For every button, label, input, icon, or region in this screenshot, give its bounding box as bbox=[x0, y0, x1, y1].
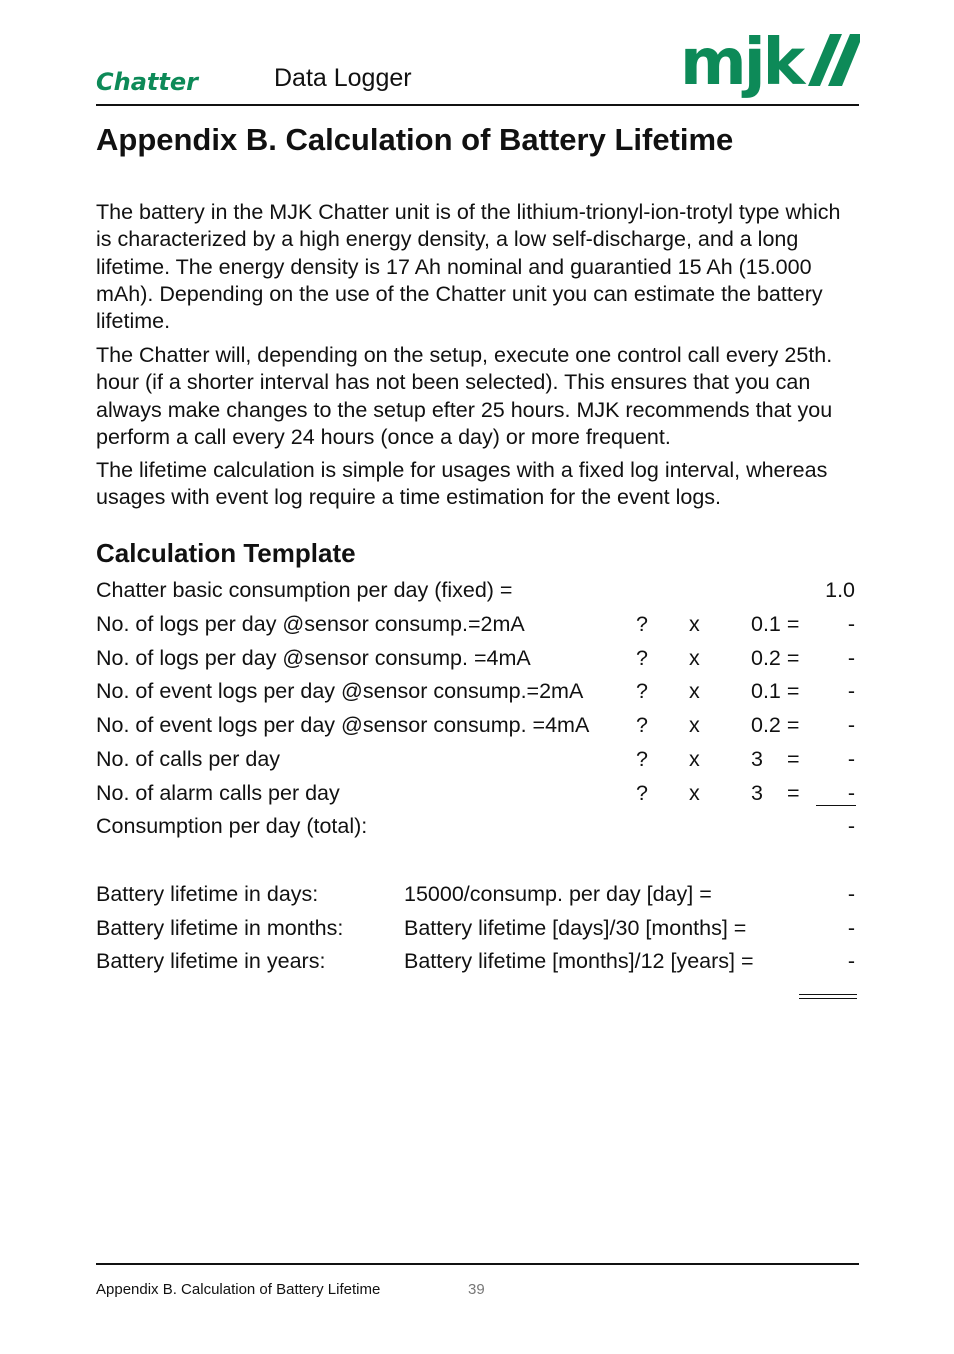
lifetime-formula: Battery lifetime [months]/12 [years] = bbox=[404, 949, 754, 973]
row-factor: 0.2 = bbox=[751, 713, 800, 737]
row-result: - bbox=[847, 612, 855, 636]
row-factor: 3 bbox=[751, 747, 763, 771]
row-quantity: ? bbox=[636, 612, 648, 636]
row-label: No. of logs per day @sensor consump. =4mA bbox=[96, 646, 531, 670]
template-row bbox=[96, 747, 859, 777]
lifetime-label: Battery lifetime in months: bbox=[96, 916, 344, 940]
row-quantity: ? bbox=[636, 646, 648, 670]
row-factor: 3 bbox=[751, 781, 763, 805]
row-result: - bbox=[847, 747, 855, 771]
header-rule bbox=[96, 104, 859, 106]
paragraph-battery-type: The battery in the MJK Chatter unit is of the lithium-trionyl-ion-trotyl type which is characterized by a high energy density, a low self-discharge, and a long lifetime. The energy density is 17 Ah nominal and guarantied 15 Ah (15.000 mAh). Depending on the use of the Chatter unit you can estimate the battery lifetime. bbox=[96, 200, 841, 334]
row-result: - bbox=[847, 713, 855, 737]
lifetime-label: Battery lifetime in years: bbox=[96, 949, 326, 973]
row-quantity: ? bbox=[636, 679, 648, 703]
row-equals: = bbox=[787, 747, 800, 771]
double-underline-bottom bbox=[799, 998, 857, 999]
lifetime-label: Battery lifetime in days: bbox=[96, 882, 319, 906]
footer-rule bbox=[96, 1263, 859, 1265]
template-row bbox=[96, 612, 859, 642]
row-quantity: ? bbox=[636, 713, 648, 737]
row-label: No. of calls per day bbox=[96, 747, 281, 771]
row-label: No. of alarm calls per day bbox=[96, 781, 340, 805]
row-factor: 0.1 = bbox=[751, 679, 800, 703]
template-row bbox=[96, 713, 859, 743]
lifetime-formula: 15000/consump. per day [day] = bbox=[404, 882, 712, 906]
row-label: No. of event logs per day @sensor consump.=2mA bbox=[96, 679, 584, 703]
row-result: - bbox=[847, 679, 855, 703]
lifetime-row-days bbox=[96, 882, 859, 912]
row-result: - bbox=[847, 646, 855, 670]
chatter-logo bbox=[96, 68, 224, 96]
row-operator: x bbox=[689, 679, 700, 703]
lifetime-formula: Battery lifetime [days]/30 [months] = bbox=[404, 916, 747, 940]
lifetime-value: - bbox=[847, 916, 855, 940]
row-label: Chatter basic consumption per day (fixed) = bbox=[96, 578, 513, 602]
template-row-basic bbox=[96, 578, 859, 608]
template-row bbox=[96, 646, 859, 676]
row-result: - bbox=[847, 781, 855, 805]
template-row bbox=[96, 679, 859, 709]
paragraph-control-call: The Chatter will, depending on the setup, execute one control call every 25th. hour (if a shorter interval has not been selected). This ensures that you can always make changes to the setup efter 25 hours. MJK recommends that you perform a call every 24 hours (once a day) or more frequent. bbox=[96, 343, 833, 449]
row-label: No. of logs per day @sensor consump.=2mA bbox=[96, 612, 525, 636]
row-label: Consumption per day (total): bbox=[96, 814, 368, 838]
svg-text:Chatter: Chatter bbox=[96, 68, 198, 96]
lifetime-value: - bbox=[847, 949, 855, 973]
row-operator: x bbox=[689, 612, 700, 636]
paragraph-calculation-note: The lifetime calculation is simple for usages with a fixed log interval, whereas usages with event log require a time estimation for the event logs. bbox=[96, 458, 828, 510]
row-operator: x bbox=[689, 781, 700, 805]
template-row-total bbox=[96, 814, 859, 844]
row-operator: x bbox=[689, 747, 700, 771]
sum-underline bbox=[816, 805, 856, 806]
row-result: - bbox=[847, 814, 855, 838]
mjk-logo bbox=[680, 28, 860, 102]
lifetime-row-months bbox=[96, 916, 859, 946]
row-factor: 0.1 = bbox=[751, 612, 800, 636]
template-row bbox=[96, 781, 859, 811]
lifetime-value: - bbox=[847, 882, 855, 906]
row-quantity: ? bbox=[636, 781, 648, 805]
row-value: 1.0 bbox=[825, 578, 855, 602]
row-factor: 0.2 = bbox=[751, 646, 800, 670]
row-label: No. of event logs per day @sensor consump. =4mA bbox=[96, 713, 590, 737]
double-underline-top bbox=[799, 994, 857, 995]
lifetime-row-years bbox=[96, 949, 859, 979]
page-number: 39 bbox=[468, 1281, 485, 1298]
row-equals: = bbox=[787, 781, 800, 805]
row-operator: x bbox=[689, 646, 700, 670]
row-quantity: ? bbox=[636, 747, 648, 771]
footer-text: Appendix B. Calculation of Battery Lifetime bbox=[96, 1281, 381, 1298]
header-title: Data Logger bbox=[274, 64, 412, 92]
section-heading-calculation-template: Calculation Template bbox=[96, 538, 356, 568]
page-title: Appendix B. Calculation of Battery Lifetime bbox=[96, 122, 734, 157]
svg-text:mjk: mjk bbox=[680, 28, 803, 100]
row-operator: x bbox=[689, 713, 700, 737]
